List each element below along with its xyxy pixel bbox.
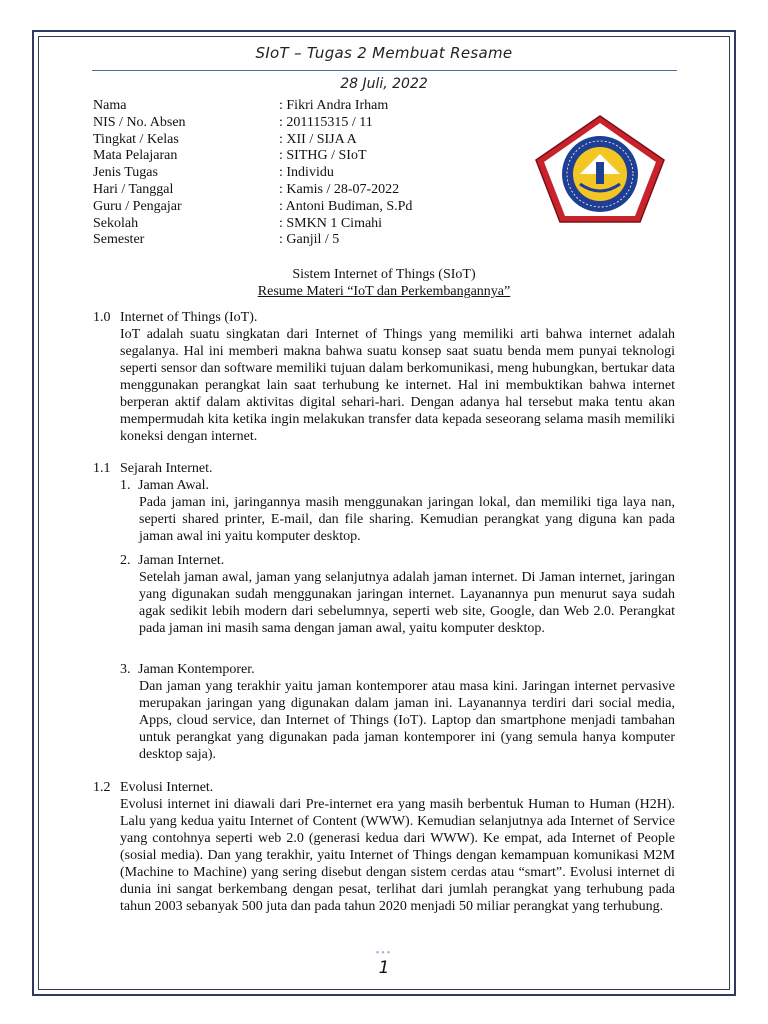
- header-divider: [92, 70, 677, 71]
- info-row: [93, 115, 412, 132]
- info-row: [93, 232, 412, 249]
- info-label: Nama: [93, 98, 127, 113]
- section-paragraph: Evolusi internet ini diawali dari Pre-internet era yang masih berbentuk Human to Human (H2H). Lalu yang kedua yaitu Internet of Content (WWW). Kemudian selanjutnya ada Internet of Service yang contohnya seperti web 2.0 (generasi kedua dari WWW). Ke empat, ada Internet of People (sosial media). Dan yang terakhir, yaitu Internet of Things dengan kemampuan komunikasi M2M (Machine to Machine) yang sering disebut dengan sistem cerdas atau “smart”. Evolusi internet di dunia ini sangat berkembang dengan pesat, terlihat dari jumlah perangkat yang terhubung pada tahun 2003 sebanyak 500 juta dan pada tahun 2020 menjadi 50 miliar perangkat yang terhubung.: [120, 797, 675, 914]
- section-number: 1.1: [93, 461, 111, 476]
- document-subtitle: Resume Materi “IoT dan Perkembangannya”: [257, 284, 511, 299]
- info-label: Mata Pelajaran: [93, 148, 178, 164]
- info-label: Tingkat / Kelas: [93, 131, 179, 147]
- info-value: : Individu: [279, 165, 334, 181]
- info-value: : XII / SIJA A: [279, 131, 357, 147]
- info-value: : 201115315 / 11: [279, 114, 373, 130]
- section-title: Sejarah Internet.: [120, 461, 213, 476]
- info-label: Jenis Tugas: [93, 165, 158, 181]
- document-title: Sistem Internet of Things (SIoT): [292, 267, 476, 282]
- list-item-title: Jaman Awal.: [138, 478, 210, 493]
- info-row: [93, 98, 412, 115]
- info-label: Guru / Pengajar: [93, 198, 182, 214]
- info-value: : SITHG / SIoT: [279, 148, 367, 164]
- list-item-number: 2.: [120, 553, 131, 568]
- info-row: [93, 148, 412, 165]
- info-label: Hari / Tanggal: [93, 181, 174, 197]
- list-item-number: 3.: [120, 662, 131, 677]
- school-logo: [534, 114, 666, 224]
- section-heading: [93, 309, 257, 326]
- page-ornament-dots: •••: [375, 948, 393, 959]
- list-item-number: 1.: [120, 478, 131, 493]
- list-item-heading: [120, 477, 209, 494]
- info-label: NIS / No. Absen: [93, 114, 186, 130]
- info-value: : Ganjil / 5: [279, 232, 340, 248]
- header-title: SIoT – Tugas 2 Membuat Resame: [255, 44, 513, 62]
- document-title-block: [0, 266, 768, 300]
- info-row: [93, 132, 412, 149]
- list-item-heading: [120, 661, 255, 678]
- list-item-title: Jaman Internet.: [138, 553, 225, 568]
- list-item-paragraph: Pada jaman ini, jaringannya masih menggunakan jaringan lokal, dan memiliki tiga laya nan, seperti shared printer, E-mail, dan file sharing. Kemudian perangkat yang diguna kan pada jaman awal ini yaitu komputer desktop.: [139, 495, 675, 544]
- section-heading: [93, 779, 213, 796]
- info-row: [93, 199, 412, 216]
- list-item-paragraph: Dan jaman yang terakhir yaitu jaman kontemporer atau masa kini. Jaringan internet pervasive merupakan jaringan yang digunakan dalam jaman ini. Layanannya terdiri dari social media, Apps, cloud service, dan Internet of Things (IoT). Laptop dan smartphone menjadi tambahan untuk perangkat yang digunakan pada jaman kontemporer ini (yang semula hanya komputer desktop saja).: [139, 679, 675, 762]
- section-title: Evolusi Internet.: [120, 780, 214, 795]
- info-row: [93, 216, 412, 233]
- info-value: : Fikri Andra Irham: [279, 98, 389, 113]
- section-paragraph: IoT adalah suatu singkatan dari Internet of Things yang memiliki arti bahwa internet adalah segalanya. Hal ini memberi makna bahwa suatu konsep saat suatu benda mem punyai teknologi seperti sensor dan software memiliki tujuan dalam berkomunikasi, meng hubungkan, bertukar data menggunakan perangkat lain saat terhubung ke internet. Hal ini membuktikan bahwa internet berperan aktif dalam aktivitas digital sehari-hari. Dengan adanya hal tersebut maka tentu akan mempermudah kita ketika ingin melakukan transfer data kepada seseorang selama masih memiliki koneksi dengan internet.: [120, 327, 675, 444]
- section-heading: [93, 460, 213, 477]
- info-label: Sekolah: [93, 215, 139, 231]
- info-row: [93, 182, 412, 199]
- list-item-paragraph: Setelah jaman awal, jaman yang selanjutnya adalah jaman internet. Di Jaman internet, jaringan yang digunakan sudah menggunakan jaringan internet. Layanannya pun menurut saya sudah agak sedikit lebih modern dari sebelumnya, seperti web site, Google, dan Web 2.0. Perangkat pada jaman ini masih sama dengan jaman awal, yaitu komputer desktop.: [139, 570, 675, 636]
- page-number: 1: [378, 958, 390, 978]
- info-label: Semester: [93, 232, 145, 248]
- info-value: : Kamis / 28-07-2022: [279, 181, 400, 197]
- header-date: 28 Juli, 2022: [340, 76, 428, 92]
- info-value: : Antoni Budiman, S.Pd: [279, 198, 413, 214]
- list-item-heading: [120, 552, 224, 569]
- info-value: : SMKN 1 Cimahi: [279, 215, 383, 231]
- section-title: Internet of Things (IoT).: [120, 310, 258, 325]
- student-info: [93, 98, 412, 249]
- list-item-title: Jaman Kontemporer.: [138, 662, 255, 677]
- info-row: [93, 165, 412, 182]
- section-number: 1.0: [93, 310, 111, 325]
- section-number: 1.2: [93, 780, 111, 795]
